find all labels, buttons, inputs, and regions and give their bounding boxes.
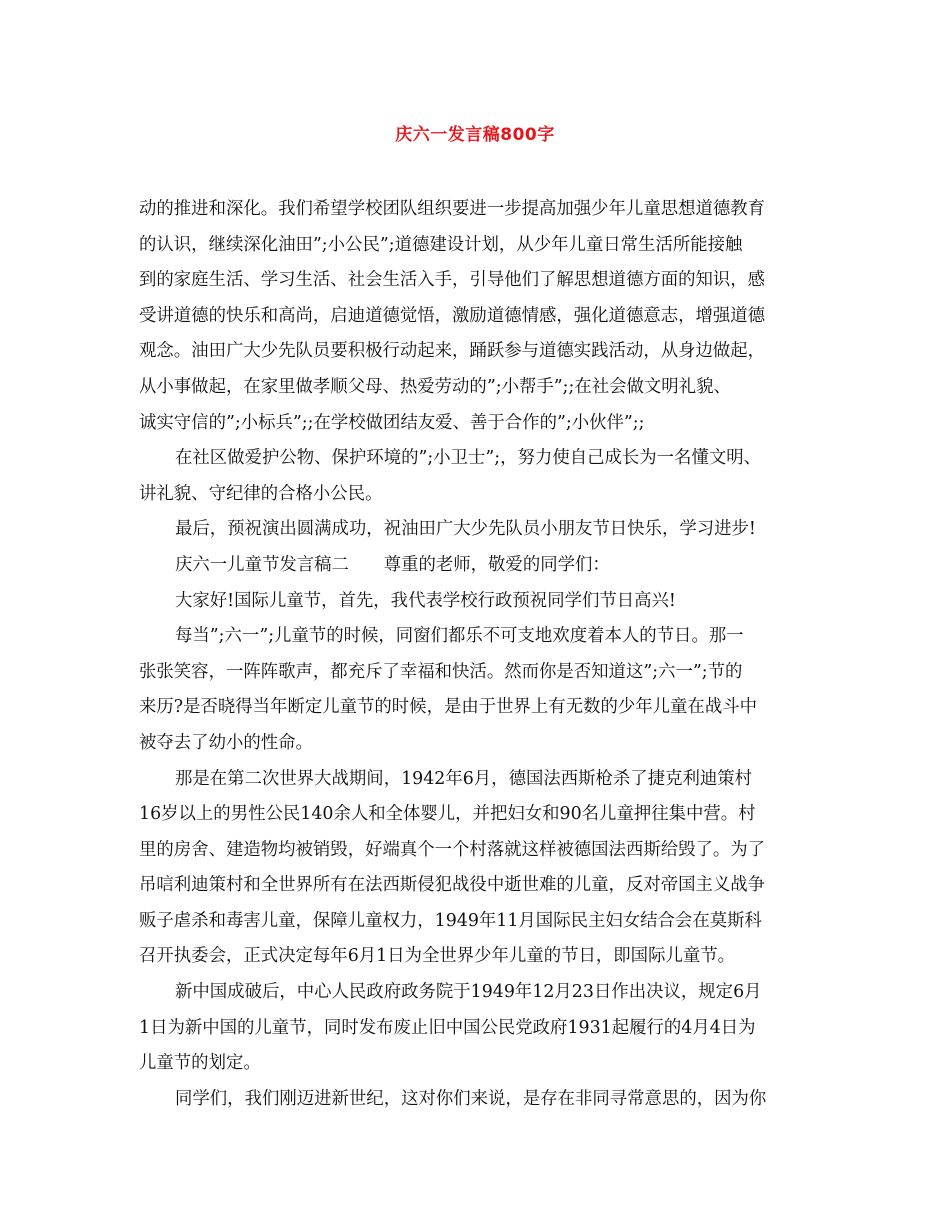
text-line: 儿童节的划定。 [139,1053,261,1074]
text-line: 讲礼貌、守纪律的合格小公民。 [139,483,383,504]
text-line: 贩子虐杀和毒害儿童，保障儿童权力，1949年11月国际民主妇女结合会在莫斯科 [139,910,762,931]
text-line: 吊唁利迪策村和全世界所有在法西斯侵犯战役中逝世难的儿童，反对帝国主义战争 [139,875,766,896]
text-line: 观念。油田广大少先队员要积极行动起来，踊跃参与道德实践活动，从身边做起， [139,341,766,362]
text-line: 动的推进和深化。我们希望学校团队组织要进一步提高加强少年儿童思想道德教育 [139,199,766,219]
text-line: 庆六一儿童节发言稿二 尊重的老师，敬爱的同学们： [175,554,610,575]
text-line: 张张笑容，一阵阵歌声，都充斥了幸福和快活。然而你是否知道这”;六一”;节的 [139,661,743,682]
text-line: 那是在第二次世界大战期间，1942年6月，德国法西斯枪杀了捷克利迪策村 [175,768,753,789]
text-line: 16岁以上的男性公民140余人和全体婴儿，并把妇女和90名儿童押往集中营。村 [139,804,756,825]
text-line: 新中国成破后，中心人民政府政务院于1949年12月23日作出决议，规定6月 [175,982,762,1003]
text-line: 被夺去了幼小的性命。 [139,732,313,753]
text-line: 大家好!国际儿童节，首先，我代表学校行政预祝同学们节日高兴! [175,590,676,611]
text-line: 受讲道德的快乐和高尚，启迪道德觉悟，激励道德情感，强化道德意志，增强道德 [139,305,766,326]
text-line: 从小事做起，在家里做孝顺父母、热爱劳动的”;小帮手”;;在社会做文明礼貌、 [139,376,731,397]
text-line: 来历?是否晓得当年断定儿童节的时候，是由于世界上有无数的少年儿童在战斗中 [139,697,757,718]
text-line: 召开执委会，正式决定每年6月1日为全世界少年儿童的节日，即国际儿童节。 [139,946,736,967]
text-line: 同学们，我们刚迈进新世纪，这对你们来说，是存在非同寻常意思的，因为你 [175,1088,767,1109]
text-line: 每当”;六一”;儿童节的时候，同窗们都乐不可支地欢度着本人的节日。那一 [175,626,744,647]
text-line: 里的房舍、建造物均被销毁，好端真个一个村落就这样被德国法西斯给毁了。为了 [139,839,766,860]
page-title: 庆六一发言稿800字 [395,125,555,145]
text-line: 在社区做爱护公物、保护环境的”;小卫士”;，努力使自己成长为一名懂文明、 [175,448,762,469]
document-body [139,192,829,1117]
text-line: 最后，预祝演出圆满成功，祝油田广大少先队员小朋友节日快乐，学习进步! [175,519,756,540]
text-line: 诚实守信的”;小标兵”;;在学校做团结友爱、善于合作的”;小伙伴”;; [139,412,645,433]
text-line: 1日为新中国的儿童节，同时发布废止旧中国公民党政府1931起履行的4月4日为 [139,1017,756,1038]
text-line: 的认识，继续深化油田”;小公民”;道德建设计划，从少年儿童日常生活所能接触 [139,234,743,255]
text-line: 到的家庭生活、学习生活、社会生活入手，引导他们了解思想道德方面的知识，感 [139,270,766,291]
